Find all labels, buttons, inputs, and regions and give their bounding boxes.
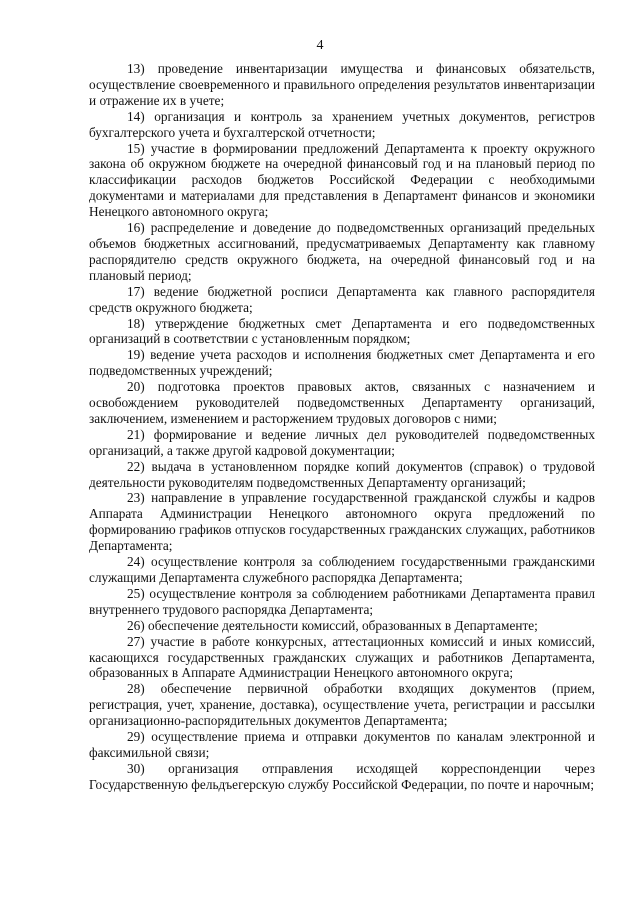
list-item-20: 20) подготовка проектов правовых актов, связанных с назначением и освобождением руководителей подведомственных Департаменту организаций, заключением, изменением и расторжением трудовых договоров с ними; bbox=[89, 379, 595, 426]
list-item-13: 13) проведение инвентаризации имущества и финансовых обязательств, осуществление своевременного и правильного определения результатов инвентаризации и отражение их в учете; bbox=[89, 61, 595, 108]
list-item-23: 23) направление в управление государственной гражданской службы и кадров Аппарата Администрации Ненецкого автономного округа предложений по формированию графиков отпусков государственных гражданских служащих, работников Департамента; bbox=[89, 490, 595, 554]
list-item-30: 30) организация отправления исходящей корреспонденции через Государственную фельдъегерскую службу Российской Федерации, по почте и нарочным; bbox=[89, 760, 595, 792]
list-item-25: 25) осуществление контроля за соблюдением работниками Департамента правил внутреннего трудового распорядка Департамента; bbox=[89, 585, 595, 617]
list-item-26: 26) обеспечение деятельности комиссий, образованных в Департаменте; bbox=[127, 617, 538, 633]
list-item-15: 15) участие в формировании предложений Департамента к проекту окружного закона об окружном бюджете на очередной финансовый год и на плановый период по классификации расходов бюджетов Российской Федерации с необходимыми документами и материалами для представления в Департамент финансов и экономики Ненецкого автономного округа; bbox=[89, 140, 595, 220]
list-item-27: 27) участие в работе конкурсных, аттестационных комиссий и иных комиссий, касающихся государственных гражданских служащих и работников Департамента, образованных в Аппарате Администрации Ненецкого автономного округа; bbox=[89, 633, 595, 681]
document-body bbox=[89, 61, 595, 793]
list-item-24: 24) осуществление контроля за соблюдением государственными гражданскими служащими Департамента служебного распорядка Департамента; bbox=[89, 554, 595, 585]
list-item-17: 17) ведение бюджетной росписи Департамента как главного распорядителя средств окружного бюджета; bbox=[89, 283, 595, 315]
list-item-16: 16) распределение и доведение до подведомственных организаций предельных объемов бюджетных ассигнований, предусматриваемых Департаменту как главному распорядителю средств окружного бюджета, на очередной финансовый год и на плановый период; bbox=[89, 220, 595, 283]
list-item-22: 22) выдача в установленном порядке копий документов (справок) о трудовой деятельности руководителям подведомственных Департаменту организаций; bbox=[89, 458, 595, 490]
list-item-29: 29) осуществление приема и отправки документов по каналам электронной и факсимильной связи; bbox=[89, 729, 595, 760]
list-item-19: 19) ведение учета расходов и исполнения бюджетных смет Департамента и его подведомственных учреждений; bbox=[89, 347, 595, 379]
list-item-28: 28) обеспечение первичной обработки входящих документов (прием, регистрация, учет, хранение, доставка), осуществление учета, регистрации и рассылки организационно-распорядительных документов Департамента; bbox=[89, 681, 595, 729]
list-item-18: 18) утверждение бюджетных смет Департамента и его подведомственных организаций в соответствии с установленным порядком; bbox=[89, 315, 595, 347]
list-item-14: 14) организация и контроль за хранением учетных документов, регистров бухгалтерского учета и бухгалтерской отчетности; bbox=[89, 108, 595, 140]
list-item-21: 21) формирование и ведение личных дел руководителей подведомственных организаций, а также другой кадровой документации; bbox=[89, 426, 595, 458]
page-number: 4 bbox=[316, 38, 324, 53]
